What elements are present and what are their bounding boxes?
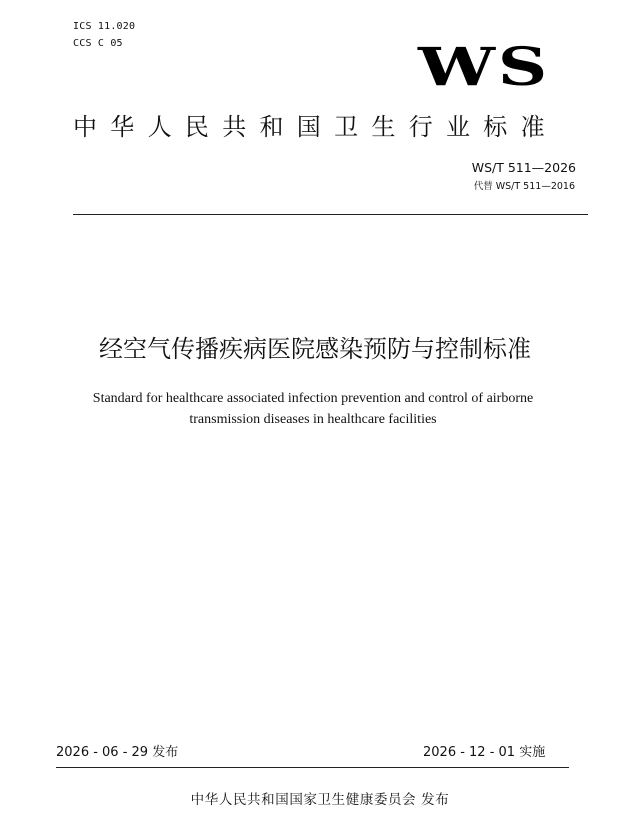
english-title-line-2: transmission diseases in healthcare facilities xyxy=(189,412,437,427)
ics-code: ICS 11.020 xyxy=(73,21,136,32)
industry-standard-title: 中华人民共和国卫生行业标准 xyxy=(73,113,558,141)
header-divider xyxy=(73,214,588,215)
english-title-line-1: Standard for healthcare associated infection prevention and control of airborne xyxy=(92,391,534,406)
issue-date: 2026 - 06 - 29 发布 xyxy=(56,745,179,760)
ws-logo: WS xyxy=(418,37,550,98)
ccs-code: CCS C 05 xyxy=(73,38,123,49)
document-title-chinese: 经空气传播疾病医院感染预防与控制标准 xyxy=(99,335,531,363)
implementation-date: 2026 - 12 - 01 实施 xyxy=(423,745,546,760)
publisher: 中华人民共和国国家卫生健康委员会 发布 xyxy=(190,792,450,808)
footer-divider xyxy=(56,767,569,768)
document-title-english xyxy=(0,388,626,430)
replaces-standard: 代替 WS/T 511—2016 xyxy=(473,181,575,192)
standard-number: WS/T 511—2026 xyxy=(471,160,576,175)
